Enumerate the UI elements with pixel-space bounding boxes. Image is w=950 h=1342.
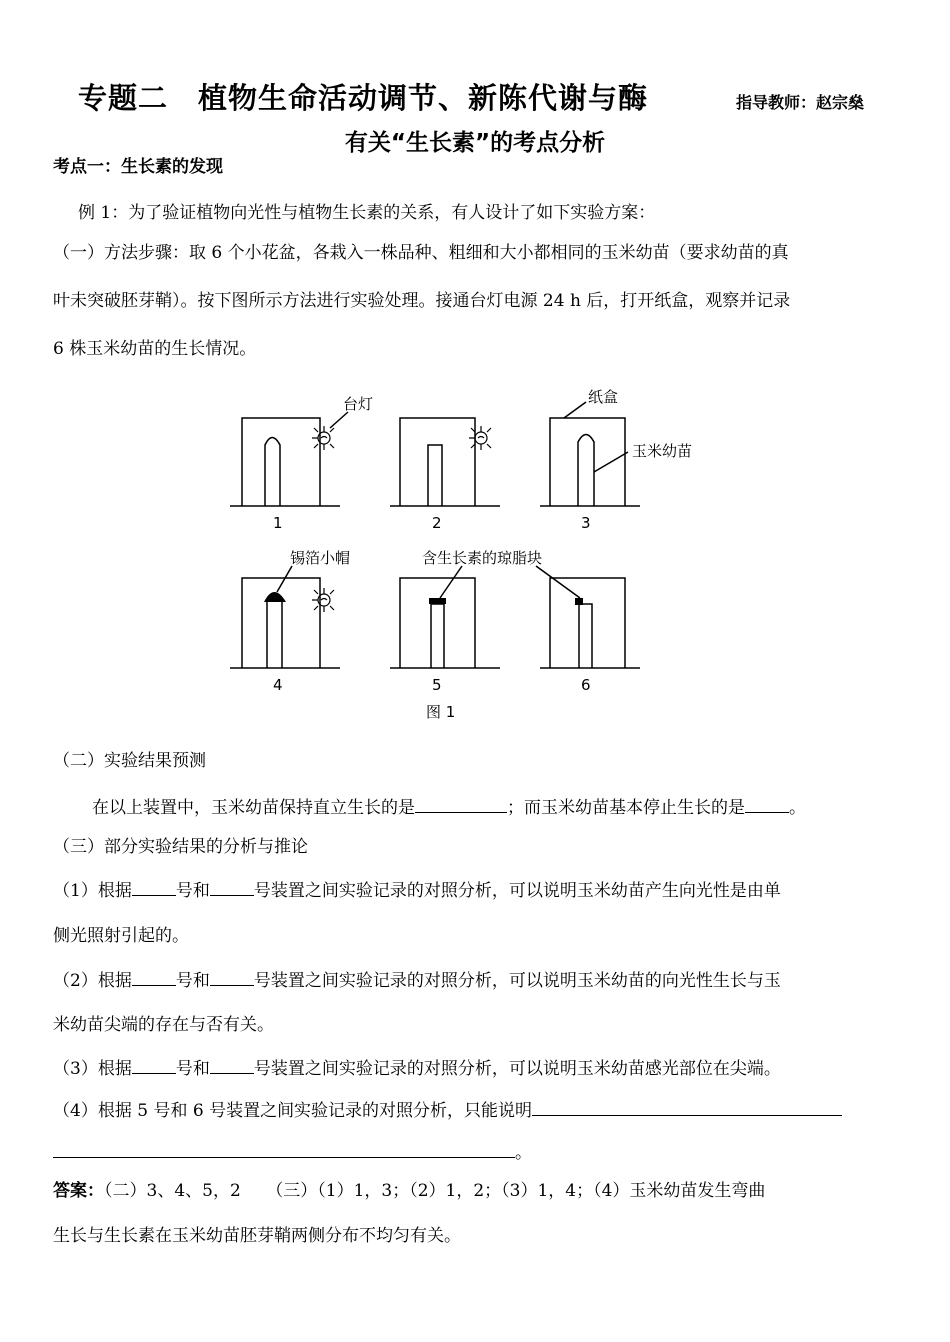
blank-stopped[interactable] (745, 795, 789, 813)
foil-cap (264, 592, 286, 602)
lamp-icon-1 (312, 426, 334, 450)
page-subtitle: 有关“生长素”的考点分析 (344, 130, 606, 156)
lamp-icon-2 (469, 426, 491, 450)
q1-line-2: 侧光照射引起的。 (53, 926, 189, 946)
label-foil: 锡箔小帽 (290, 549, 351, 567)
q3-line (53, 1056, 781, 1080)
answer-line-2: 生长与生长素在玉米幼苗胚芽鞘两侧分布不均匀有关。 (53, 1226, 461, 1246)
q2-text-a: （2）根据 (53, 971, 132, 991)
paper-box-5 (400, 578, 475, 668)
paper-box-4 (242, 578, 320, 668)
q3-text-a: （3）根据 (53, 1059, 132, 1079)
agar-block-5 (429, 598, 446, 604)
part2-question-end: 。 (789, 798, 806, 818)
label-box: 纸盒 (588, 388, 619, 406)
agar-leader-2 (536, 566, 580, 598)
agar-leader (440, 566, 462, 598)
seedling-4 (267, 600, 282, 668)
q1-line-1 (53, 878, 781, 902)
q1-text-a: （1）根据 (53, 881, 132, 901)
part3-heading: （三）部分实验结果的分析与推论 (53, 837, 308, 857)
lamp-icon-4 (312, 588, 334, 612)
seedling-leader (594, 452, 628, 472)
lamp-leader (330, 412, 348, 428)
q2-line-2: 米幼苗尖端的存在与否有关。 (53, 1015, 274, 1035)
blank-q4-second[interactable] (53, 1140, 515, 1158)
blank-q1-second[interactable] (210, 878, 254, 896)
teacher-name: 指导教师：赵宗燊 (736, 93, 865, 112)
paper-box-6 (550, 578, 625, 668)
fig-number-4: 4 (273, 676, 283, 694)
q2-text-b: 号和 (175, 971, 210, 991)
blank-upright[interactable] (415, 795, 507, 813)
label-agar: 含生长素的琼脂块 (422, 549, 543, 567)
seedling-3 (578, 435, 594, 507)
part2-question (92, 795, 806, 819)
fig-number-5: 5 (432, 676, 442, 694)
q4-text-a: （4）根据 5 号和 6 号装置之间实验记录的对照分析，只能说明 (53, 1101, 533, 1121)
q3-text-c: 号装置之间实验记录的对照分析，可以说明玉米幼苗感光部位在尖端。 (253, 1059, 781, 1079)
q3-text-b: 号和 (175, 1059, 210, 1079)
seedling-5 (431, 604, 444, 668)
figure-caption: 图 1 (426, 703, 456, 721)
experiment-figure (200, 380, 760, 725)
foil-leader (277, 566, 292, 592)
seedling-1 (265, 438, 280, 507)
fig-number-3: 3 (581, 514, 591, 532)
blank-q4-first[interactable] (532, 1098, 842, 1116)
method-line-2: 叶未突破胚芽鞘）。按下图所示方法进行实验处理。接通台灯电源 24 h 后，打开纸盒，观察并记录 (53, 291, 791, 311)
fig-number-6: 6 (581, 676, 591, 694)
q2-text-c: 号装置之间实验记录的对照分析，可以说明玉米幼苗的向光性生长与玉 (253, 971, 781, 991)
paper-box-2 (400, 418, 475, 506)
q4-line-2 (53, 1140, 532, 1164)
fig-number-2: 2 (432, 514, 442, 532)
fig-number-1: 1 (273, 514, 283, 532)
part2-question-a: 在以上装置中，玉米幼苗保持直立生长的是 (92, 798, 415, 818)
paper-box-3 (550, 418, 625, 506)
blank-q3-second[interactable] (210, 1056, 254, 1074)
answer-label: 答案： (53, 1181, 104, 1201)
answer-text-1: （二）3、4、5，2 （三）（1）1，3；（2）1，2；（3）1，4；（4）玉米幼苗发生弯曲 (104, 1181, 766, 1201)
box-leader (564, 402, 586, 418)
agar-block-6 (575, 598, 583, 605)
blank-q2-second[interactable] (210, 968, 254, 986)
label-lamp: 台灯 (343, 395, 374, 413)
page-title: 专题二 植物生命活动调节、新陈代谢与酶 (78, 81, 649, 115)
q1-text-c: 号装置之间实验记录的对照分析，可以说明玉米幼苗产生向光性是由单 (253, 881, 781, 901)
method-line-1: （一）方法步骤：取 6 个小花盆，各栽入一株品种、粗细和大小都相同的玉米幼苗（要求幼苗的真 (53, 243, 789, 263)
example-intro: 例 1：为了验证植物向光性与植物生长素的关系，有人设计了如下实验方案： (78, 203, 656, 223)
section1-heading: 考点一：生长素的发现 (53, 157, 223, 177)
q1-text-b: 号和 (175, 881, 210, 901)
blank-q1-first[interactable] (132, 878, 176, 896)
q4-line-1 (53, 1098, 842, 1122)
part2-heading: （二）实验结果预测 (53, 751, 206, 771)
blank-q3-first[interactable] (132, 1056, 176, 1074)
answer-line-1 (53, 1180, 765, 1202)
method-line-3: 6 株玉米幼苗的生长情况。 (53, 339, 257, 359)
q2-line-1 (53, 968, 781, 992)
blank-q2-first[interactable] (132, 968, 176, 986)
seedling-6 (579, 604, 592, 668)
label-seedling: 玉米幼苗 (632, 442, 693, 460)
paper-box-1 (242, 418, 320, 506)
part2-question-b: ；而玉米幼苗基本停止生长的是 (507, 798, 745, 818)
q4-text-end: 。 (515, 1143, 532, 1163)
seedling-2 (428, 445, 442, 506)
